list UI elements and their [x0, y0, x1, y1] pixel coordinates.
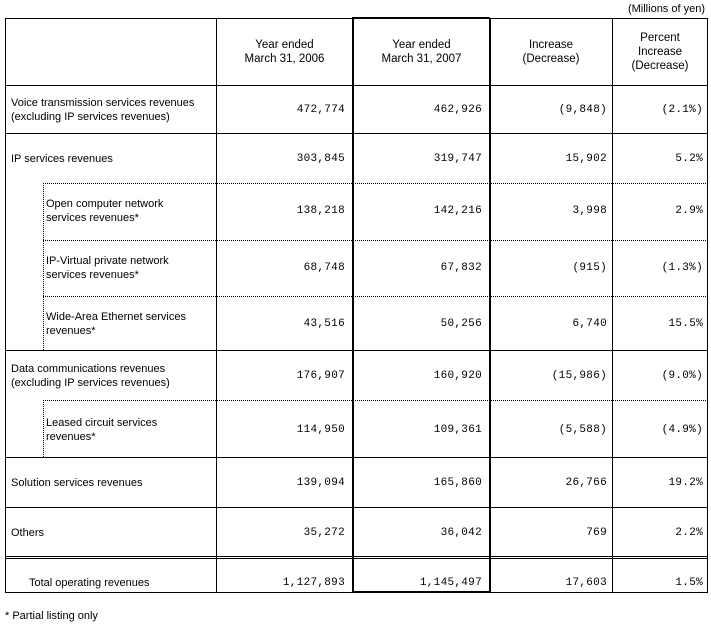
cell-change: (15,986)	[551, 370, 607, 382]
row-divider-dotted	[43, 183, 708, 184]
cell-2006: 176,907	[296, 370, 345, 382]
header-change-text: Increase (Decrease)	[522, 39, 580, 65]
row-label: Open computer network services revenues*	[46, 198, 164, 224]
header-percent	[612, 31, 708, 73]
unit-note: (Millions of yen)	[627, 3, 705, 15]
cell-percent: 5.2%	[675, 153, 703, 165]
cell-percent: (9.0%)	[661, 370, 703, 382]
total-percent: 1.5%	[675, 577, 703, 589]
cell-change: 15,902	[565, 153, 607, 165]
cell-change: (915)	[572, 262, 607, 274]
cell-2007: 142,216	[433, 205, 482, 217]
row-label: Data communications revenues (excluding IP services revenues)	[11, 363, 170, 389]
cell-change: 3,998	[572, 205, 607, 217]
cell-2006: 43,516	[303, 318, 345, 330]
cell-change: 769	[586, 527, 607, 539]
row-label: Wide-Area Ethernet services revenues*	[46, 311, 186, 337]
header-percent-text: Percent Increase (Decrease)	[631, 32, 689, 72]
cell-change: 26,766	[565, 477, 607, 489]
row-divider	[5, 85, 708, 86]
cell-2006: 303,845	[296, 153, 345, 165]
total-2007: 1,145,497	[419, 577, 482, 589]
cell-percent: (1.3%)	[661, 262, 703, 274]
total-change: 17,603	[565, 577, 607, 589]
total-label: Total operating revenues	[29, 577, 150, 589]
header-fy2006	[216, 38, 353, 66]
footnote: * Partial listing only	[5, 610, 98, 622]
header-fy2006-text: Year ended March 31, 2006	[244, 39, 325, 65]
total-2006: 1,127,893	[282, 577, 345, 589]
cell-2007: 109,361	[433, 424, 482, 436]
cell-2006: 35,272	[303, 527, 345, 539]
cell-2006: 139,094	[296, 477, 345, 489]
row-divider	[5, 133, 708, 134]
cell-change: (5,588)	[558, 424, 607, 436]
cell-2007: 50,256	[440, 318, 482, 330]
cell-percent: 2.9%	[675, 205, 703, 217]
row-label: Leased circuit services revenues*	[46, 417, 158, 443]
header-change	[490, 38, 612, 66]
cell-percent: (4.9%)	[661, 424, 703, 436]
cell-change: (9,848)	[558, 104, 607, 116]
row-label: Others	[11, 527, 45, 539]
cell-change: 6,740	[572, 318, 607, 330]
row-divider	[5, 457, 708, 458]
cell-2006: 68,748	[303, 262, 345, 274]
row-divider	[5, 350, 708, 351]
row-label: IP services revenues	[11, 153, 113, 165]
row-divider-dotted	[43, 240, 708, 241]
row-label: IP-Virtual private network services revenues*	[46, 255, 169, 281]
row-label: Voice transmission services revenues (excluding IP services revenues)	[11, 97, 195, 123]
row-divider	[5, 507, 708, 508]
cell-2007: 160,920	[433, 370, 482, 382]
cell-2006: 138,218	[296, 205, 345, 217]
indent-guide	[43, 400, 44, 457]
total-double-rule	[5, 556, 708, 559]
row-label: Solution services revenues	[11, 477, 143, 489]
cell-percent: 15.5%	[668, 318, 703, 330]
cell-percent: 2.2%	[675, 527, 703, 539]
column-highlight-bottom	[352, 591, 490, 593]
cell-2007: 319,747	[433, 153, 482, 165]
row-divider-dotted	[43, 400, 708, 401]
cell-2006: 114,950	[296, 424, 345, 436]
cell-2006: 472,774	[296, 104, 345, 116]
column-highlight-top	[352, 17, 490, 19]
header-fy2007	[353, 38, 490, 66]
cell-percent: (2.1%)	[661, 104, 703, 116]
cell-2007: 36,042	[440, 527, 482, 539]
cell-2007: 462,926	[433, 104, 482, 116]
row-divider-dotted	[43, 296, 708, 297]
cell-2007: 165,860	[433, 477, 482, 489]
cell-percent: 19.2%	[668, 477, 703, 489]
indent-guide	[43, 183, 44, 350]
header-fy2007-text: Year ended March 31, 2007	[381, 39, 462, 65]
cell-2007: 67,832	[440, 262, 482, 274]
